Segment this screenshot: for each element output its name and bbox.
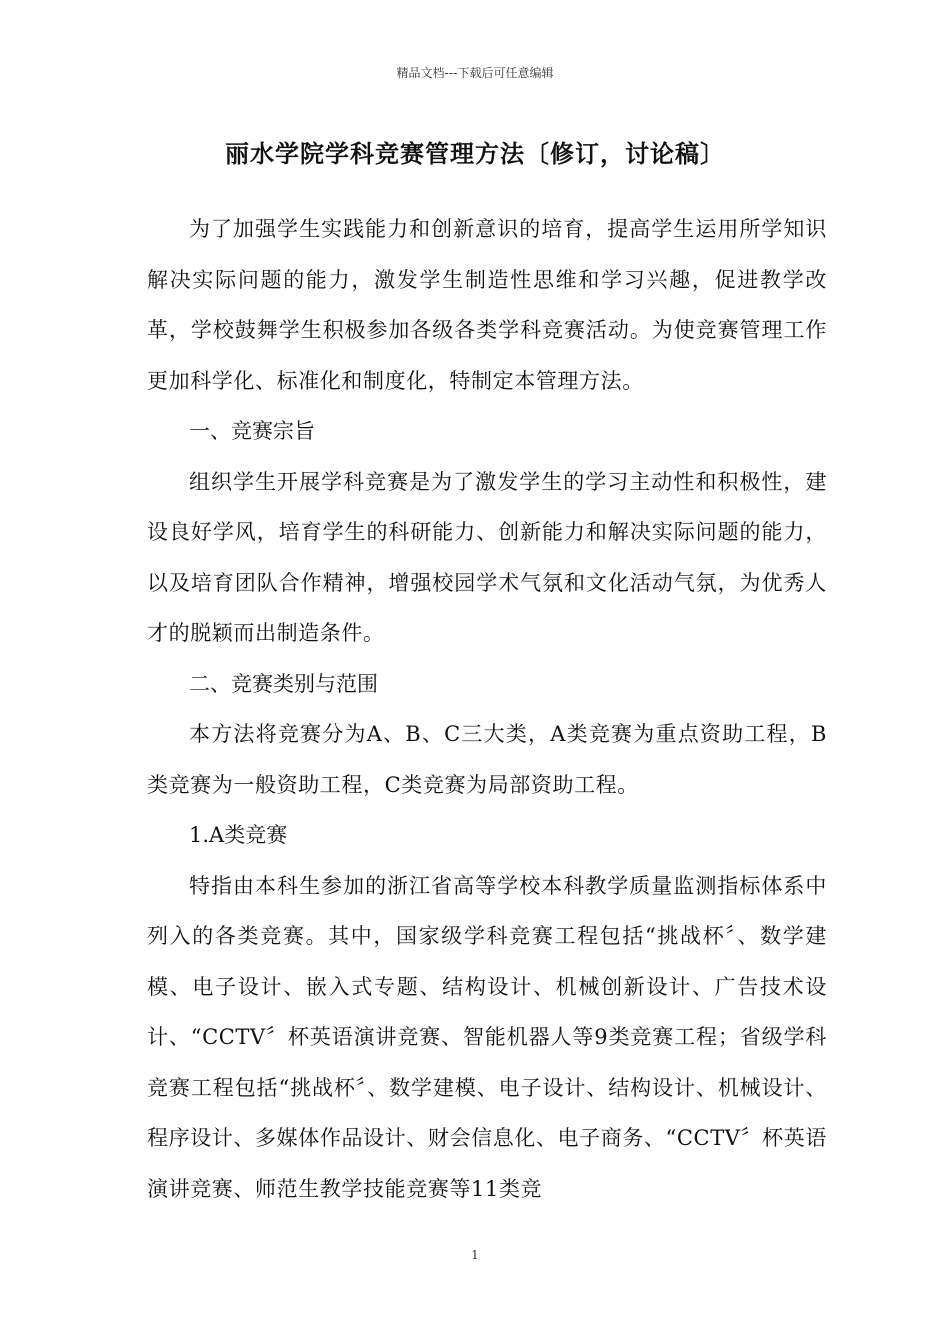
section-heading-purpose: 一、竞赛宗旨	[189, 419, 315, 443]
intro-paragraph: 为了加强学生实践能力和创新意识的培育，提高学生运用所学知识解决实际问题的能力，激发学生制造性思维和学习兴趣，促进教学改革，学校鼓舞学生积极参加各级各类学科竞赛活动。为使竞赛管理工作更加科学化、标准化和制度化，特制定本管理方法。	[147, 217, 827, 393]
document-body	[147, 204, 827, 1214]
page-header: 精品文档---下载后可任意编辑	[396, 66, 554, 80]
document-title: 丽水学院学科竞赛管理方法〔修订，讨论稿〕	[225, 140, 725, 168]
subsection-heading-a: 1.A类竞赛	[189, 823, 288, 847]
a-category-paragraph: 特指由本科生参加的浙江省高等学校本科教学质量监测指标体系中列入的各类竞赛。其中，国家级学科竞赛工程包括“挑战杯〞、数学建模、电子设计、嵌入式专题、结构设计、机械创新设计、广告技术设计、“CCTV〞杯英语演讲竞赛、智能机器人等9类竞赛工程；省级学科竞赛工程包括“挑战杯〞、数学建模、电子设计、结构设计、机械设计、程序设计、多媒体作品设计、财会信息化、电子商务、“CCTV〞杯英语演讲竞赛、师范生教学技能竞赛等11类竞	[147, 873, 827, 1201]
section-heading-categories: 二、竞赛类别与范围	[189, 671, 378, 696]
categories-paragraph: 本方法将竞赛分为A、B、C三大类，A类竞赛为重点资助工程，B类竞赛为一般资助工程，C类竞赛为局部资助工程。	[147, 722, 827, 797]
page-number: 1	[471, 1248, 479, 1262]
purpose-paragraph: 组织学生开展学科竞赛是为了激发学生的学习主动性和积极性，建设良好学风，培育学生的科研能力、创新能力和解决实际问题的能力，以及培育团队合作精神，增强校园学术气氛和文化活动气氛，为优秀人才的脱颖而出制造条件。	[147, 469, 827, 645]
